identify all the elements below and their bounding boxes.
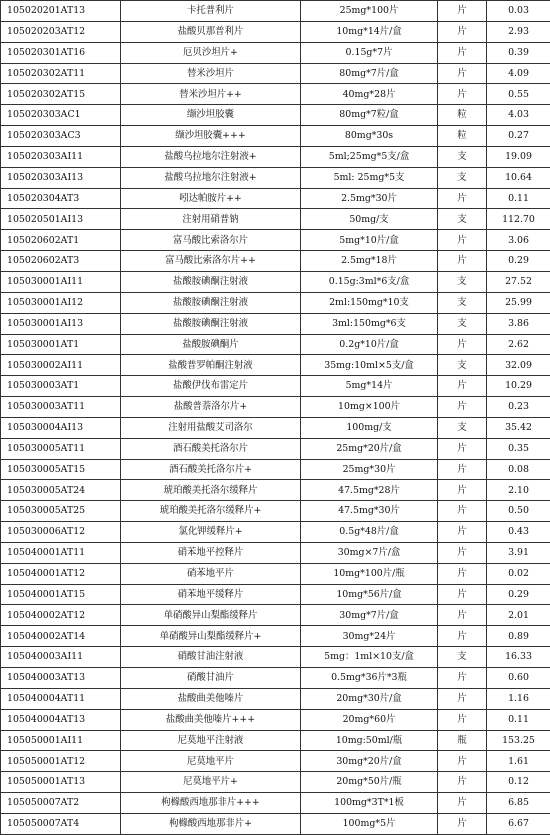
drug-name-cell: 注射用硝普钠 — [121, 209, 301, 230]
table-row — [1, 397, 550, 418]
drug-name-cell: 卡托普利片 — [121, 1, 301, 22]
drug-spec-cell: 80mg*7粒/盒 — [301, 105, 438, 126]
table-row — [1, 772, 550, 793]
table-row — [1, 730, 550, 751]
drug-code-cell: 105030006AT12 — [1, 522, 121, 543]
drug-spec-cell: 47.5mg*30片 — [301, 501, 438, 522]
drug-code-cell: 105020203AT12 — [1, 21, 121, 42]
drug-unit-cell: 片 — [438, 709, 487, 730]
table-row — [1, 209, 550, 230]
drug-name-cell: 琥珀酸美托洛尔缓释片 — [121, 480, 301, 501]
drug-unit-cell: 片 — [438, 542, 487, 563]
drug-price-cell: 0.03 — [487, 1, 550, 22]
drug-unit-cell: 片 — [438, 563, 487, 584]
table-row — [1, 647, 550, 668]
drug-code-cell: 105050001AI11 — [1, 730, 121, 751]
drug-name-cell: 缬沙坦胶囊+++ — [121, 126, 301, 147]
drug-code-cell: 105020304AT3 — [1, 188, 121, 209]
drug-code-cell: 105030004AI13 — [1, 417, 121, 438]
table-row — [1, 793, 550, 814]
drug-price-cell: 2.10 — [487, 480, 550, 501]
table-row — [1, 438, 550, 459]
table-row — [1, 355, 550, 376]
drug-unit-cell: 片 — [438, 688, 487, 709]
drug-unit-cell: 片 — [438, 626, 487, 647]
drug-code-cell: 105030001AI13 — [1, 313, 121, 334]
drug-name-cell: 尼莫地平注射液 — [121, 730, 301, 751]
drug-price-cell: 16.33 — [487, 647, 550, 668]
drug-price-cell: 25.99 — [487, 292, 550, 313]
drug-unit-cell: 片 — [438, 668, 487, 689]
drug-code-cell: 105020303AI11 — [1, 146, 121, 167]
drug-name-cell: 硝酸甘油注射液 — [121, 647, 301, 668]
table-row — [1, 146, 550, 167]
table-row — [1, 626, 550, 647]
drug-unit-cell: 片 — [438, 188, 487, 209]
table-row — [1, 376, 550, 397]
drug-price-cell: 6.67 — [487, 813, 550, 834]
table-row — [1, 271, 550, 292]
drug-price-cell: 0.29 — [487, 251, 550, 272]
drug-spec-cell: 25mg*100片 — [301, 1, 438, 22]
drug-spec-cell: 2ml:150mg*10支 — [301, 292, 438, 313]
drug-price-cell: 27.52 — [487, 271, 550, 292]
table-row — [1, 522, 550, 543]
drug-spec-cell: 2.5mg*30片 — [301, 188, 438, 209]
drug-code-cell: 105040001AT15 — [1, 584, 121, 605]
drug-spec-cell: 0.5g*48片/盒 — [301, 522, 438, 543]
drug-name-cell: 吲达帕胺片++ — [121, 188, 301, 209]
drug-name-cell: 盐酸胺碘酮片 — [121, 334, 301, 355]
drug-spec-cell: 10mg*100片/瓶 — [301, 563, 438, 584]
drug-name-cell: 硝酸甘油片 — [121, 668, 301, 689]
drug-code-cell: 105040003AT13 — [1, 668, 121, 689]
drug-unit-cell: 支 — [438, 167, 487, 188]
drug-code-cell: 105030005AT24 — [1, 480, 121, 501]
drug-price-cell: 35.42 — [487, 417, 550, 438]
drug-spec-cell: 20mg*60片 — [301, 709, 438, 730]
drug-code-cell: 105020602AT3 — [1, 251, 121, 272]
drug-price-cell: 0.55 — [487, 84, 550, 105]
drug-code-cell: 105030002AI11 — [1, 355, 121, 376]
drug-name-cell: 注射用盐酸艾司洛尔 — [121, 417, 301, 438]
drug-unit-cell: 片 — [438, 1, 487, 22]
drug-price-cell: 0.50 — [487, 501, 550, 522]
drug-price-cell: 2.01 — [487, 605, 550, 626]
drug-name-cell: 尼莫地平片+ — [121, 772, 301, 793]
drug-spec-cell: 5mg*10片/盒 — [301, 230, 438, 251]
drug-unit-cell: 粒 — [438, 105, 487, 126]
drug-spec-cell: 30mg×7片/盒 — [301, 542, 438, 563]
drug-name-cell: 枸橼酸西地那非片+++ — [121, 793, 301, 814]
drug-price-cell: 1.16 — [487, 688, 550, 709]
drug-unit-cell: 支 — [438, 146, 487, 167]
drug-price-cell: 0.29 — [487, 584, 550, 605]
drug-unit-cell: 片 — [438, 772, 487, 793]
drug-unit-cell: 片 — [438, 459, 487, 480]
drug-unit-cell: 瓶 — [438, 730, 487, 751]
drug-code-cell: 105030005AT25 — [1, 501, 121, 522]
drug-spec-cell: 0.2g*10片/盒 — [301, 334, 438, 355]
drug-code-cell: 105040002AT14 — [1, 626, 121, 647]
drug-name-cell: 缬沙坦胶囊 — [121, 105, 301, 126]
drug-price-cell: 10.64 — [487, 167, 550, 188]
table-row — [1, 42, 550, 63]
drug-unit-cell: 片 — [438, 251, 487, 272]
drug-unit-cell: 支 — [438, 647, 487, 668]
drug-spec-cell: 10mg:50ml/瓶 — [301, 730, 438, 751]
drug-price-cell: 0.12 — [487, 772, 550, 793]
drug-unit-cell: 片 — [438, 397, 487, 418]
drug-code-cell: 105030003AT11 — [1, 397, 121, 418]
drug-code-cell: 105050007AT2 — [1, 793, 121, 814]
drug-price-cell: 4.03 — [487, 105, 550, 126]
drug-spec-cell: 10mg*56片/盒 — [301, 584, 438, 605]
drug-price-cell: 32.09 — [487, 355, 550, 376]
drug-code-cell: 105020303AI13 — [1, 167, 121, 188]
drug-name-cell: 单硝酸异山梨酯缓释片 — [121, 605, 301, 626]
drug-unit-cell: 片 — [438, 584, 487, 605]
drug-code-cell: 105030003AT1 — [1, 376, 121, 397]
drug-price-cell: 0.11 — [487, 188, 550, 209]
table-row — [1, 813, 550, 834]
table-row — [1, 105, 550, 126]
drug-name-cell: 盐酸胺碘酮注射液 — [121, 292, 301, 313]
table-row — [1, 668, 550, 689]
drug-name-cell: 盐酸贝那普利片 — [121, 21, 301, 42]
table-row — [1, 480, 550, 501]
drug-code-cell: 105020501AI13 — [1, 209, 121, 230]
drug-name-cell: 盐酸曲美他嗪片 — [121, 688, 301, 709]
drug-code-cell: 105040004AT11 — [1, 688, 121, 709]
drug-spec-cell: 0.15g*7片 — [301, 42, 438, 63]
drug-code-cell: 105030001AI12 — [1, 292, 121, 313]
drug-spec-cell: 50mg/支 — [301, 209, 438, 230]
drug-unit-cell: 片 — [438, 793, 487, 814]
drug-code-cell: 105030005AT15 — [1, 459, 121, 480]
drug-unit-cell: 片 — [438, 376, 487, 397]
drug-unit-cell: 片 — [438, 84, 487, 105]
drug-name-cell: 替米沙坦片++ — [121, 84, 301, 105]
drug-price-cell: 3.91 — [487, 542, 550, 563]
drug-price-cell: 0.23 — [487, 397, 550, 418]
drug-unit-cell: 片 — [438, 230, 487, 251]
drug-spec-cell: 40mg*28片 — [301, 84, 438, 105]
table-row — [1, 563, 550, 584]
drug-spec-cell: 30mg*20片/盒 — [301, 751, 438, 772]
drug-unit-cell: 片 — [438, 334, 487, 355]
drug-code-cell: 105030001AT1 — [1, 334, 121, 355]
drug-spec-cell: 10mg*14片/盒 — [301, 21, 438, 42]
drug-unit-cell: 片 — [438, 501, 487, 522]
drug-unit-cell: 支 — [438, 292, 487, 313]
drug-name-cell: 替米沙坦片 — [121, 63, 301, 84]
drug-unit-cell: 片 — [438, 751, 487, 772]
table-row — [1, 417, 550, 438]
drug-price-cell: 2.93 — [487, 21, 550, 42]
drug-code-cell: 105020301AT16 — [1, 42, 121, 63]
drug-code-cell: 105040001AT12 — [1, 563, 121, 584]
drug-price-cell: 3.86 — [487, 313, 550, 334]
table-row — [1, 230, 550, 251]
table-row — [1, 542, 550, 563]
drug-price-cell: 1.61 — [487, 751, 550, 772]
drug-name-cell: 枸橼酸西地那非片+ — [121, 813, 301, 834]
drug-code-cell: 105030001AI11 — [1, 271, 121, 292]
drug-name-cell: 富马酸比索洛尔片 — [121, 230, 301, 251]
table-row — [1, 21, 550, 42]
table-row — [1, 63, 550, 84]
drug-unit-cell: 粒 — [438, 126, 487, 147]
drug-unit-cell: 片 — [438, 480, 487, 501]
drug-price-cell: 6.85 — [487, 793, 550, 814]
drug-code-cell: 105040001AT11 — [1, 542, 121, 563]
drug-spec-cell: 5ml;25mg*5支/盒 — [301, 146, 438, 167]
drug-spec-cell: 20mg*50片/瓶 — [301, 772, 438, 793]
drug-unit-cell: 片 — [438, 813, 487, 834]
drug-spec-cell: 20mg*30片/盒 — [301, 688, 438, 709]
drug-price-cell: 0.60 — [487, 668, 550, 689]
drug-name-cell: 盐酸普罗帕酮注射液 — [121, 355, 301, 376]
drug-price-cell: 0.11 — [487, 709, 550, 730]
drug-unit-cell: 片 — [438, 438, 487, 459]
drug-code-cell: 105020302AT15 — [1, 84, 121, 105]
drug-spec-cell: 30mg*7片/盒 — [301, 605, 438, 626]
table-body — [1, 1, 550, 835]
table-row — [1, 167, 550, 188]
drug-code-cell: 105040003AI11 — [1, 647, 121, 668]
drug-name-cell: 盐酸普萘洛尔片+ — [121, 397, 301, 418]
table-row — [1, 751, 550, 772]
drug-code-cell: 105020201AT13 — [1, 1, 121, 22]
drug-price-cell: 0.43 — [487, 522, 550, 543]
table-row — [1, 292, 550, 313]
drug-unit-cell: 片 — [438, 522, 487, 543]
drug-price-cell: 0.35 — [487, 438, 550, 459]
drug-name-cell: 盐酸乌拉地尔注射液+ — [121, 167, 301, 188]
table-row — [1, 688, 550, 709]
table-row — [1, 126, 550, 147]
drug-unit-cell: 片 — [438, 605, 487, 626]
drug-spec-cell: 2.5mg*18片 — [301, 251, 438, 272]
table-row — [1, 584, 550, 605]
drug-unit-cell: 片 — [438, 21, 487, 42]
drug-name-cell: 盐酸曲美他嗪片+++ — [121, 709, 301, 730]
drug-spec-cell: 25mg*30片 — [301, 459, 438, 480]
drug-spec-cell: 35mg:10ml×5支/盒 — [301, 355, 438, 376]
drug-spec-cell: 3ml:150mg*6支 — [301, 313, 438, 334]
drug-spec-cell: 10mg×100片 — [301, 397, 438, 418]
drug-code-cell: 105040004AT13 — [1, 709, 121, 730]
drug-name-cell: 酒石酸美托洛尔片+ — [121, 459, 301, 480]
drug-name-cell: 硝苯地平控释片 — [121, 542, 301, 563]
drug-spec-cell: 80mg*7片/盒 — [301, 63, 438, 84]
table-row — [1, 501, 550, 522]
drug-name-cell: 盐酸胺碘酮注射液 — [121, 313, 301, 334]
drug-unit-cell: 片 — [438, 42, 487, 63]
drug-name-cell: 盐酸乌拉地尔注射液+ — [121, 146, 301, 167]
table-row — [1, 459, 550, 480]
drug-price-cell: 0.89 — [487, 626, 550, 647]
drug-price-cell: 0.27 — [487, 126, 550, 147]
drug-name-cell: 盐酸伊伐布雷定片 — [121, 376, 301, 397]
drug-spec-cell: 100mg*3T*1板 — [301, 793, 438, 814]
drug-spec-cell: 0.15g:3ml*6支/盒 — [301, 271, 438, 292]
table-row — [1, 334, 550, 355]
drug-code-cell: 105040002AT12 — [1, 605, 121, 626]
table-row — [1, 605, 550, 626]
table-row — [1, 709, 550, 730]
table-row — [1, 1, 550, 22]
drug-spec-cell: 0.5mg*36片*3瓶 — [301, 668, 438, 689]
drug-price-cell: 0.08 — [487, 459, 550, 480]
drug-price-cell: 153.25 — [487, 730, 550, 751]
drug-spec-cell: 80mg*30s — [301, 126, 438, 147]
drug-spec-cell: 100mg/支 — [301, 417, 438, 438]
table-row — [1, 84, 550, 105]
drug-price-cell: 2.62 — [487, 334, 550, 355]
table-row — [1, 251, 550, 272]
drug-unit-cell: 片 — [438, 63, 487, 84]
drug-spec-cell: 5ml: 25mg*5支 — [301, 167, 438, 188]
drug-unit-cell: 支 — [438, 417, 487, 438]
drug-spec-cell: 5mg*14片 — [301, 376, 438, 397]
drug-price-cell: 0.39 — [487, 42, 550, 63]
drug-name-cell: 尼莫地平片 — [121, 751, 301, 772]
drug-name-cell: 硝苯地平缓释片 — [121, 584, 301, 605]
drug-code-cell: 105020602AT1 — [1, 230, 121, 251]
drug-unit-cell: 支 — [438, 355, 487, 376]
table-row — [1, 313, 550, 334]
drug-unit-cell: 支 — [438, 313, 487, 334]
drug-name-cell: 单硝酸异山梨酯缓释片+ — [121, 626, 301, 647]
drug-price-cell: 3.06 — [487, 230, 550, 251]
drug-spec-cell: 100mg*5片 — [301, 813, 438, 834]
drug-name-cell: 氯化钾缓释片+ — [121, 522, 301, 543]
drug-price-cell: 4.09 — [487, 63, 550, 84]
drug-price-cell: 112.70 — [487, 209, 550, 230]
drug-code-cell: 105030005AT11 — [1, 438, 121, 459]
drug-code-cell: 105050001AT13 — [1, 772, 121, 793]
drug-code-cell: 105020302AT11 — [1, 63, 121, 84]
drug-code-cell: 105050007AT4 — [1, 813, 121, 834]
drug-spec-cell: 30mg*24片 — [301, 626, 438, 647]
drug-name-cell: 厄贝沙坦片+ — [121, 42, 301, 63]
drug-spec-cell: 25mg*20片/盒 — [301, 438, 438, 459]
drug-unit-cell: 支 — [438, 209, 487, 230]
drug-name-cell: 酒石酸美托洛尔片 — [121, 438, 301, 459]
table-row — [1, 188, 550, 209]
drug-price-cell: 19.09 — [487, 146, 550, 167]
drug-price-cell: 0.02 — [487, 563, 550, 584]
drug-code-cell: 105020303AC1 — [1, 105, 121, 126]
drug-name-cell: 琥珀酸美托洛尔缓释片+ — [121, 501, 301, 522]
drug-spec-cell: 47.5mg*28片 — [301, 480, 438, 501]
drug-spec-cell: 5mg：1ml×10支/盒 — [301, 647, 438, 668]
drug-name-cell: 盐酸胺碘酮注射液 — [121, 271, 301, 292]
drug-code-cell: 105020303AC3 — [1, 126, 121, 147]
drug-unit-cell: 支 — [438, 271, 487, 292]
drug-name-cell: 富马酸比索洛尔片++ — [121, 251, 301, 272]
drug-code-cell: 105050001AT12 — [1, 751, 121, 772]
drug-price-cell: 10.29 — [487, 376, 550, 397]
drug-name-cell: 硝苯地平片 — [121, 563, 301, 584]
